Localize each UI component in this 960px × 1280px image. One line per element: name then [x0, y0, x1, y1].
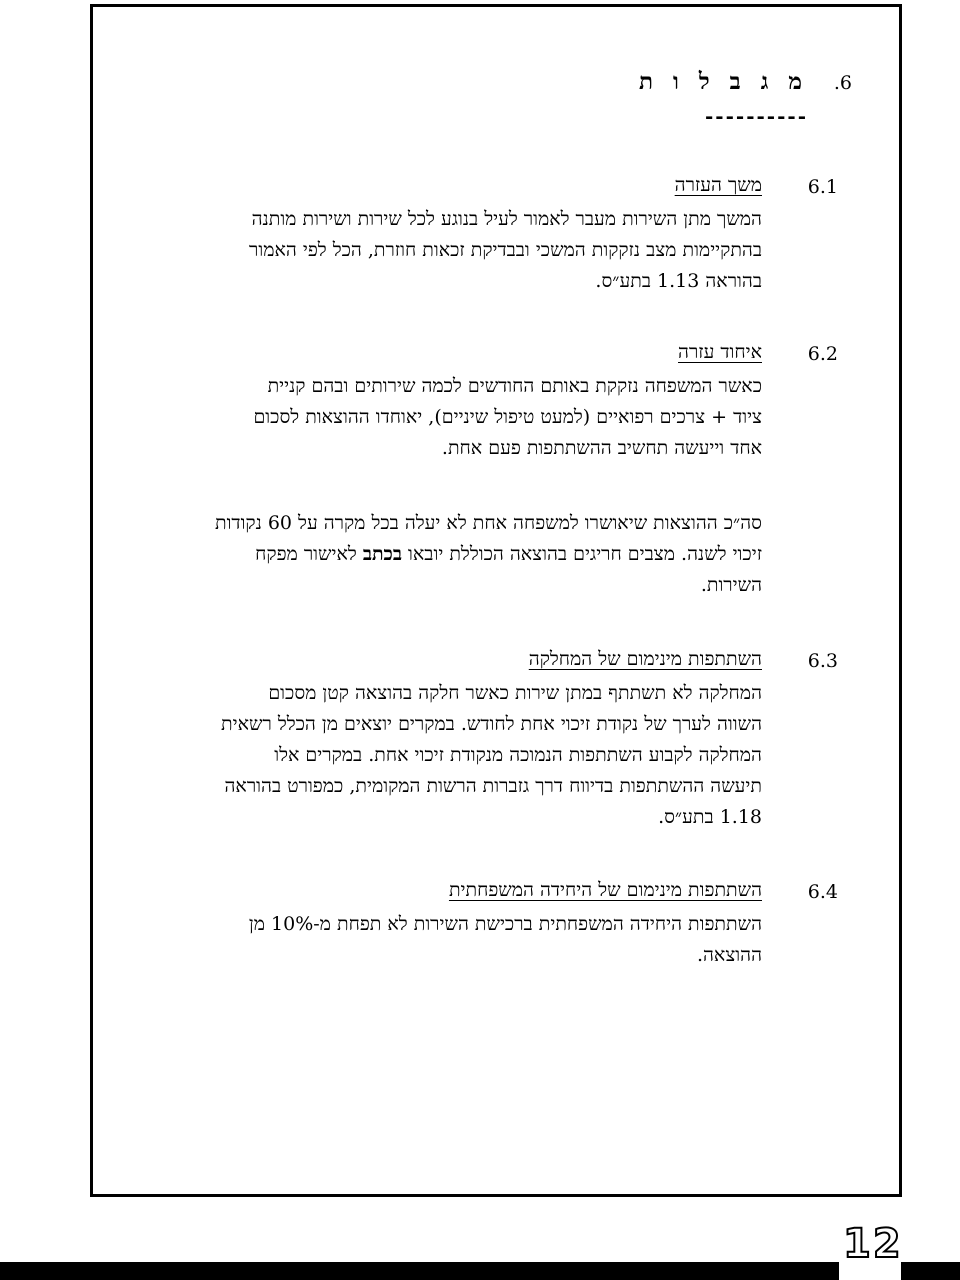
note-text: לאישור מפקח [255, 543, 363, 565]
section-note [215, 508, 762, 601]
section-body [221, 678, 762, 833]
section-number: 6.2 [807, 343, 838, 365]
body-line: תיעשה ההשתתפות בדיווח דרך גזברות הרשות המקומית, כמפורט בהוראה [224, 775, 762, 797]
section-number: 6.1 [807, 176, 838, 198]
body-line: השתתפות היחידה המשפחתית ברכישת השירות לא תפחת מ-10% מן [248, 913, 762, 935]
body-line: השווה לערך של נקודת זיכוי אחת לחודש. במקרים יוצאים מן הכלל רשאית [221, 713, 762, 735]
footer-bar [0, 1262, 960, 1280]
chapter-number: .6 [833, 72, 852, 94]
note-text: זיכוי לשנה. מצבים חריגים בהוצאה הכוללת יובאו [402, 543, 762, 565]
body-line: המחלקה לקבוע השתתפות הנמוכה מנקודת זיכוי אחת. במקרים אלו [274, 744, 762, 766]
body-line: בהתקיימות מצב נזקקות המשכי ובבדיקת זכאות חוזרת, הכל לפי האמור [249, 239, 762, 261]
section-title: השתתפות מינימום של היחידה המשפחתית [448, 879, 762, 901]
body-line: כאשר המשפחה נזקקת באותם החודשים לכמה שירותים ובהם קניית [267, 375, 762, 397]
body-line: ציוד + צרכים רפואיים (למעט טיפול שיניים), יאוחדו ההוצאות לסכום [253, 406, 762, 428]
body-line: המשך מתן השירות מעבר לאמור לעיל בנוגע לכל שירות ושירות מותנה [251, 208, 762, 230]
chapter-title: מ ג ב ל ו ת [638, 68, 808, 95]
page-number: 12 [843, 1221, 903, 1267]
section-title: השתתפות מינימום של המחלקה [528, 648, 762, 670]
section-title: איחוד עזרה [678, 341, 762, 363]
section-number: 6.3 [807, 650, 838, 672]
chapter-title-underline: ---------- [704, 104, 808, 128]
body-line: 1.18 בתע״ס. [658, 806, 762, 828]
body-line: המחלקה לא תשתתף במתן שירות כאשר חלקה בהוצאה קטן מסכום [268, 682, 762, 704]
body-line: בהוראה 1.13 בתע״ס. [595, 270, 762, 292]
note-line [215, 539, 762, 570]
section-title: משך העזרה [674, 174, 762, 196]
section-number: 6.4 [807, 881, 838, 903]
section-body [249, 909, 762, 971]
section-body [249, 204, 762, 297]
emphasis-text: בכתב [362, 543, 402, 565]
body-line: אחד וייעשה תחשיב ההשתתפות פעם אחת. [441, 437, 762, 459]
note-line: השירות. [700, 574, 762, 596]
note-line: סה״כ ההוצאות שיאושרו למשפחה אחת לא יעלה בכל מקרה על 60 נקודות [214, 512, 762, 534]
body-line: ההוצאה. [696, 944, 762, 966]
section-body [253, 371, 762, 464]
